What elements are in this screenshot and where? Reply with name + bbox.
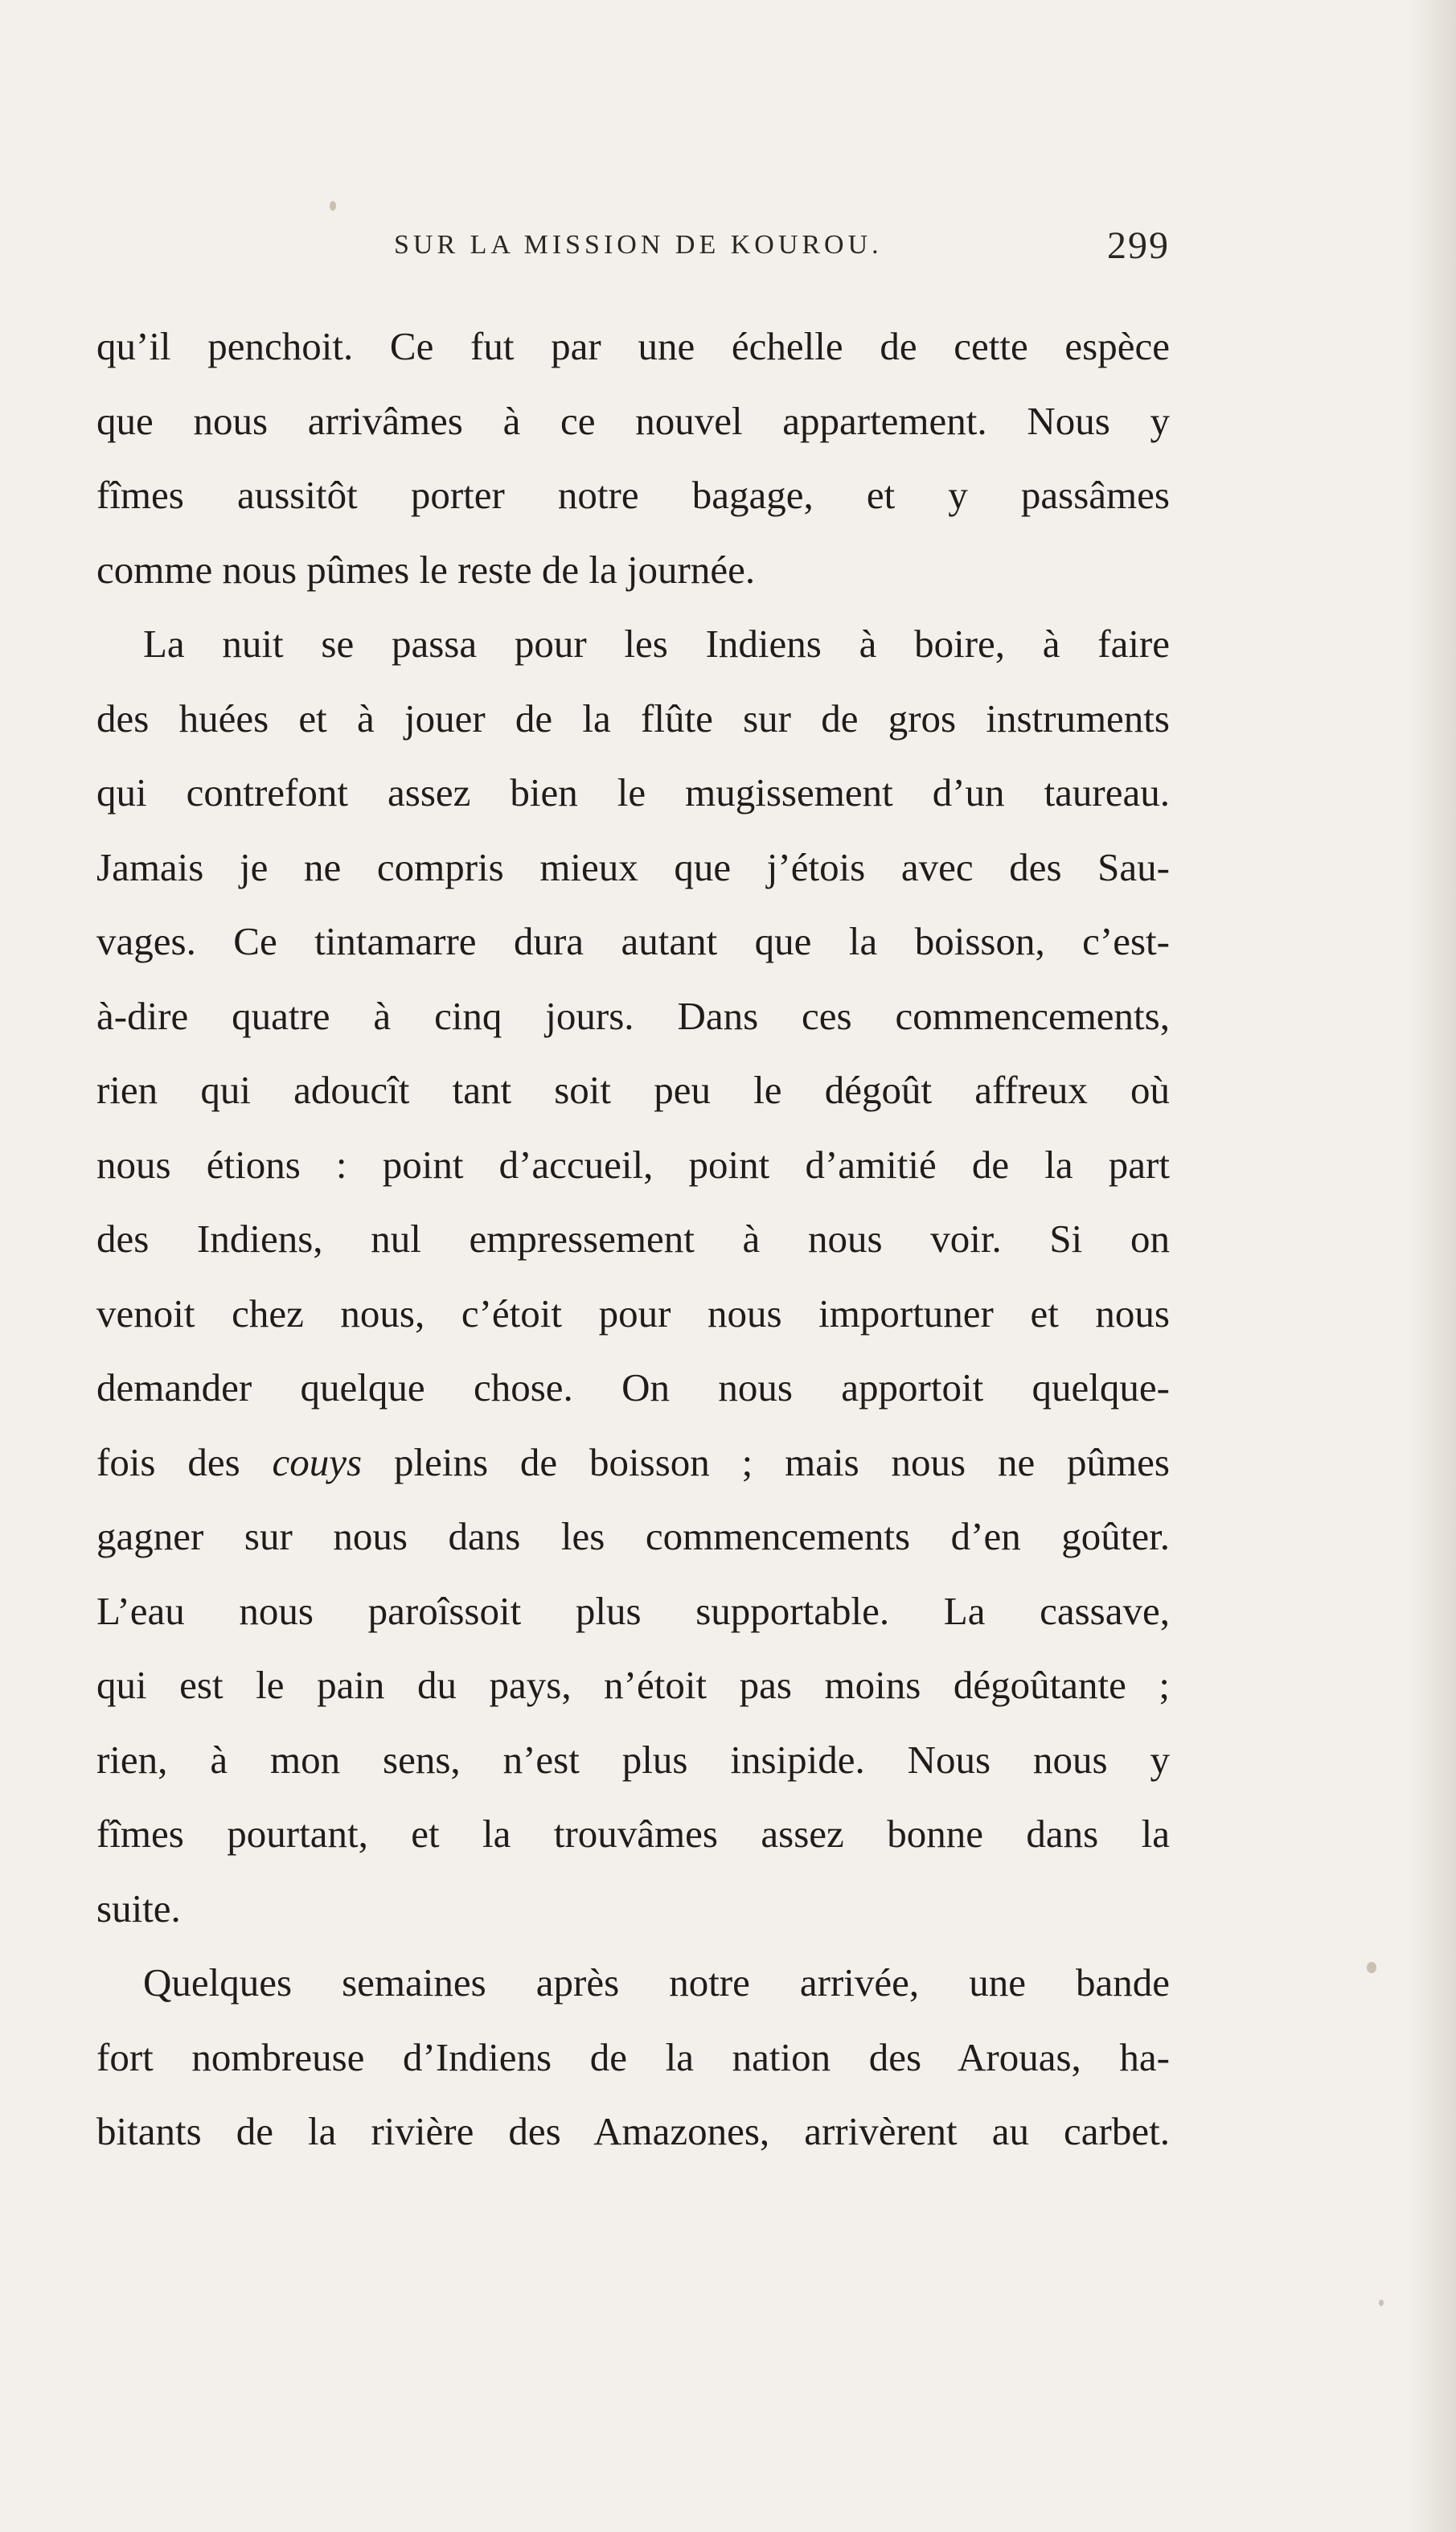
running-title: SUR LA MISSION DE KOUROU. [394,230,883,260]
text-line: que nous arrivâmes à ce nouvel appartement. Nous y [96,398,1170,443]
page-number: 299 [1107,224,1170,267]
text-line: suite. [96,1886,181,1931]
paragraph-2 [96,607,1170,1946]
text-line: qu’il penchoit. Ce fut par une échelle de cette espèce [96,324,1170,368]
paragraph-1 [96,310,1170,607]
paper-speck [1367,1962,1376,1973]
italic-word: couys [272,1439,363,1484]
text-line: L’eau nous paroîssoit plus supportable. La cassave, [96,1588,1170,1633]
text-line: fîmes pourtant, et la trouvâmes assez bonne dans la [96,1812,1170,1856]
text-line: Quelques semaines après notre arrivée, une bande [143,1960,1170,2005]
text-line: des Indiens, nul empressement à nous voir. Si on [96,1217,1170,1261]
text-line: fort nombreuse d’Indiens de la nation des Arouas, ha- [96,2034,1170,2079]
text-line: rien, à mon sens, n’est plus insipide. Nous nous y [96,1737,1170,1782]
text-line: fîmes aussitôt porter notre bagage, et y passâmes [96,473,1170,517]
page-edge-shadow [1408,0,1456,2532]
text-line: rien qui adoucît tant soit peu le dégoût affreux où [96,1068,1170,1112]
text-line: Jamais je ne compris mieux que j’étois avec des Sau- [96,844,1170,889]
text-line: qui contrefont assez bien le mugissement d’un taureau. [96,770,1170,815]
text-line: gagner sur nous dans les commencements d’en goûter. [96,1514,1170,1558]
paper-speck [1379,2300,1384,2306]
text-line: vages. Ce tintamarre dura autant que la boisson, c’est- [96,919,1170,963]
text-line [96,1426,1170,1500]
running-head [96,224,1170,272]
text-line: nous étions : point d’accueil, point d’amitié de la part [96,1142,1170,1187]
text-line: des huées et à jouer de la flûte sur de gros instruments [96,696,1170,741]
text-line: comme nous pûmes le reste de la journée. [96,547,756,592]
body-text [96,310,1170,2169]
text-line: venoit chez nous, c’étoit pour nous importuner et nous [96,1291,1170,1336]
text-line: à-dire quatre à cinq jours. Dans ces commencements, [96,993,1170,1038]
paragraph-3 [96,1946,1170,2169]
text-fragment: fois des [96,1439,273,1484]
text-line: bitants de la rivière des Amazones, arrivèrent au carbet. [96,2109,1170,2153]
text-line: qui est le pain du pays, n’étoit pas moins dégoûtante ; [96,1663,1170,1707]
text-line: demander quelque chose. On nous apportoit quelque- [96,1365,1170,1410]
text-line: La nuit se passa pour les Indiens à boire, à faire [143,622,1170,666]
paper-speck [330,201,336,211]
text-fragment: pleins de boisson ; mais nous ne pûmes [362,1439,1170,1484]
